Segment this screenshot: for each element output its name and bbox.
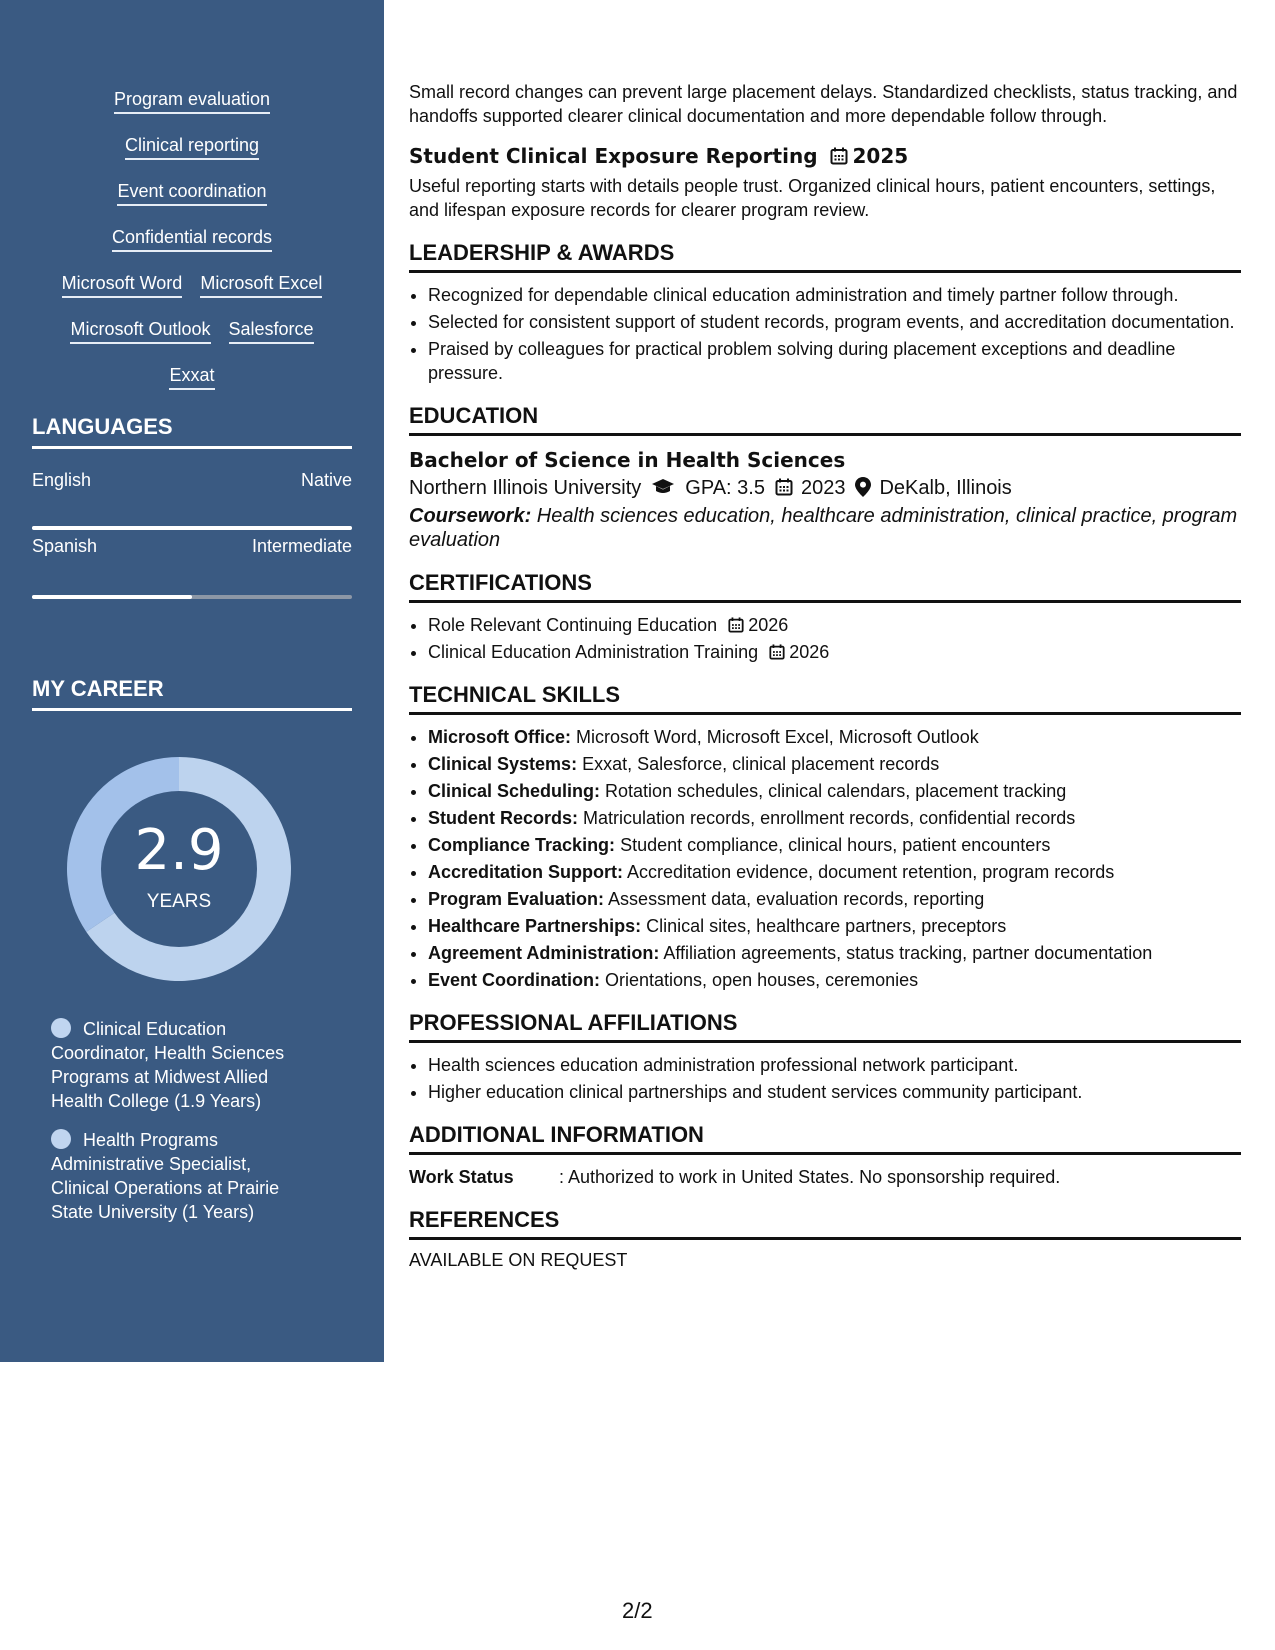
- skills-list: [0, 88, 384, 410]
- languages-heading: LANGUAGES: [32, 414, 352, 449]
- list-item: • Higher education clinical partnerships and student services community participant.: [428, 1080, 1241, 1104]
- skill-tag: Microsoft Excel: [200, 272, 322, 298]
- career-dot-icon: [51, 1018, 71, 1038]
- career-item: [51, 1128, 311, 1224]
- degree-title: Bachelor of Science in Health Sciences: [409, 448, 846, 472]
- skill-tag: Microsoft Outlook: [70, 318, 210, 344]
- intro-paragraph: Small record changes can prevent large placement delays. Standardized checklists, status tracking, and handoffs supported clearer clinical documentation and more dependable follow through.: [409, 82, 1238, 126]
- technical-skill-value: Matriculation records, enrollment records, confidential records: [578, 808, 1076, 828]
- certification-year: 2026: [748, 615, 789, 635]
- skill-tag: Salesforce: [229, 318, 314, 344]
- language-english: [32, 470, 352, 491]
- gpa: GPA: 3.5: [685, 477, 765, 499]
- skill-row: [0, 364, 384, 390]
- career-years-label: YEARS: [146, 891, 212, 912]
- list-item: • Recognized for dependable clinical education administration and timely partner follow through.: [428, 283, 1241, 307]
- graduation-cap-icon: [651, 478, 675, 496]
- technical-skill-value: Affiliation agreements, status tracking, partner documentation: [659, 943, 1153, 963]
- skill-tag: Clinical reporting: [125, 134, 259, 160]
- skill-tag: Microsoft Word: [62, 272, 183, 298]
- page-number: 2/2: [622, 1598, 653, 1623]
- skill-row: [0, 88, 384, 114]
- technical-skill-label: Clinical Systems:: [428, 754, 578, 774]
- language-bar-fill: [32, 595, 192, 599]
- calendar-icon: [830, 147, 848, 165]
- calendar-icon: [769, 644, 785, 660]
- technical-skill-item: [428, 833, 1241, 857]
- coursework: [409, 504, 1241, 552]
- coursework-value: Health sciences education, healthcare administration, clinical practice, program evaluation: [409, 505, 1238, 551]
- certification-name: Clinical Education Administration Training: [428, 642, 759, 662]
- technical-skill-label: Healthcare Partnerships:: [428, 916, 642, 936]
- technical-skills-list: [409, 725, 1241, 992]
- main-content: [409, 80, 1241, 1271]
- location-pin-icon: [855, 477, 871, 497]
- technical-skills-heading: TECHNICAL SKILLS: [409, 682, 1241, 715]
- coursework-label: Coursework:: [409, 505, 532, 527]
- affiliations-heading: PROFESSIONAL AFFILIATIONS: [409, 1010, 1241, 1043]
- technical-skill-item: [428, 779, 1241, 803]
- calendar-icon: [775, 478, 793, 496]
- references-heading: REFERENCES: [409, 1207, 1241, 1240]
- technical-skill-item: [428, 725, 1241, 749]
- technical-skill-label: Compliance Tracking:: [428, 835, 616, 855]
- work-status: [409, 1165, 1241, 1189]
- career-dot-icon: [51, 1129, 71, 1149]
- skill-row: [0, 318, 384, 344]
- project-title: [409, 144, 1241, 168]
- certification-item: [428, 613, 1241, 637]
- language-bar-spanish: [32, 595, 352, 599]
- education-heading: EDUCATION: [409, 403, 1241, 436]
- technical-skill-item: [428, 914, 1241, 938]
- list-item: • Praised by colleagues for practical problem solving during placement exceptions and deadline pressure.: [428, 337, 1241, 385]
- sidebar: [0, 0, 384, 1362]
- technical-skill-label: Microsoft Office:: [428, 727, 572, 747]
- career-item: [51, 1017, 311, 1113]
- technical-skill-label: Event Coordination:: [428, 970, 600, 990]
- certification-item: [428, 640, 1241, 664]
- technical-skill-value: Clinical sites, healthcare partners, preceptors: [641, 916, 1007, 936]
- technical-skill-value: Orientations, open houses, ceremonies: [600, 970, 919, 990]
- skill-tag: Confidential records: [112, 226, 272, 252]
- career-heading: MY CAREER: [32, 676, 352, 711]
- language-level: Native: [300, 470, 352, 490]
- skill-tag: Event coordination: [117, 180, 266, 206]
- skill-row: [0, 272, 384, 298]
- skill-row: [0, 134, 384, 160]
- language-bar-fill: [32, 526, 352, 530]
- career-donut: [66, 756, 292, 982]
- leadership-heading: LEADERSHIP & AWARDS: [409, 240, 1241, 273]
- certification-year: 2026: [789, 642, 830, 662]
- leadership-list: [409, 283, 1241, 385]
- skill-tag: Program evaluation: [114, 88, 270, 114]
- career-item-text: Clinical Education Coordinator, Health Sciences Programs at Midwest Allied Health College (1.9 Years): [51, 1019, 285, 1111]
- career-years-value: 2.9: [134, 818, 224, 883]
- references-text: AVAILABLE ON REQUEST: [409, 1250, 628, 1270]
- technical-skill-value: Microsoft Word, Microsoft Excel, Microsoft Outlook: [571, 727, 979, 747]
- list-item: • Health sciences education administration professional network participant.: [428, 1053, 1241, 1077]
- calendar-icon: [728, 617, 744, 633]
- technical-skill-value: Student compliance, clinical hours, patient encounters: [615, 835, 1051, 855]
- technical-skill-item: [428, 806, 1241, 830]
- technical-skill-item: [428, 941, 1241, 965]
- technical-skill-item: [428, 968, 1241, 992]
- graduation-year: 2023: [800, 477, 846, 499]
- skill-row: [0, 226, 384, 252]
- certification-name: Role Relevant Continuing Education: [428, 615, 718, 635]
- project-name: Student Clinical Exposure Reporting: [409, 144, 818, 168]
- technical-skill-label: Agreement Administration:: [428, 943, 660, 963]
- project-year: 2025: [852, 144, 909, 168]
- language-spanish: [32, 536, 352, 557]
- technical-skill-value: Accreditation evidence, document retention, program records: [623, 862, 1115, 882]
- technical-skill-value: Assessment data, evaluation records, reporting: [604, 889, 985, 909]
- work-status-value: : Authorized to work in United States. No sponsorship required.: [559, 1167, 1061, 1187]
- technical-skill-value: Exxat, Salesforce, clinical placement records: [577, 754, 940, 774]
- school-location: DeKalb, Illinois: [879, 477, 1012, 499]
- affiliations-list: [409, 1053, 1241, 1104]
- language-bar-english: [32, 526, 352, 530]
- technical-skill-label: Program Evaluation:: [428, 889, 605, 909]
- list-item: • Selected for consistent support of student records, program events, and accreditation documentation.: [428, 310, 1241, 334]
- language-level: Intermediate: [251, 536, 352, 556]
- work-status-label: Work Status: [409, 1167, 514, 1187]
- school-name: Northern Illinois University: [409, 477, 642, 499]
- language-name: Spanish: [32, 536, 98, 556]
- technical-skill-item: [428, 860, 1241, 884]
- project-description: Useful reporting starts with details people trust. Organized clinical hours, patient encounters, settings, and lifespan exposure records for clearer program review.: [409, 176, 1216, 220]
- education-details: [409, 474, 1241, 502]
- technical-skill-item: [428, 887, 1241, 911]
- career-item-text: Health Programs Administrative Specialist, Clinical Operations at Prairie State University (1 Years): [51, 1130, 280, 1222]
- technical-skill-label: Accreditation Support:: [428, 862, 624, 882]
- skill-row: [0, 180, 384, 206]
- technical-skill-label: Clinical Scheduling:: [428, 781, 601, 801]
- certifications-list: [409, 613, 1241, 664]
- technical-skill-label: Student Records:: [428, 808, 579, 828]
- language-name: English: [32, 470, 92, 490]
- technical-skill-item: [428, 752, 1241, 776]
- additional-info-heading: ADDITIONAL INFORMATION: [409, 1122, 1241, 1155]
- technical-skill-value: Rotation schedules, clinical calendars, placement tracking: [600, 781, 1067, 801]
- certifications-heading: CERTIFICATIONS: [409, 570, 1241, 603]
- skill-tag: Exxat: [169, 364, 214, 390]
